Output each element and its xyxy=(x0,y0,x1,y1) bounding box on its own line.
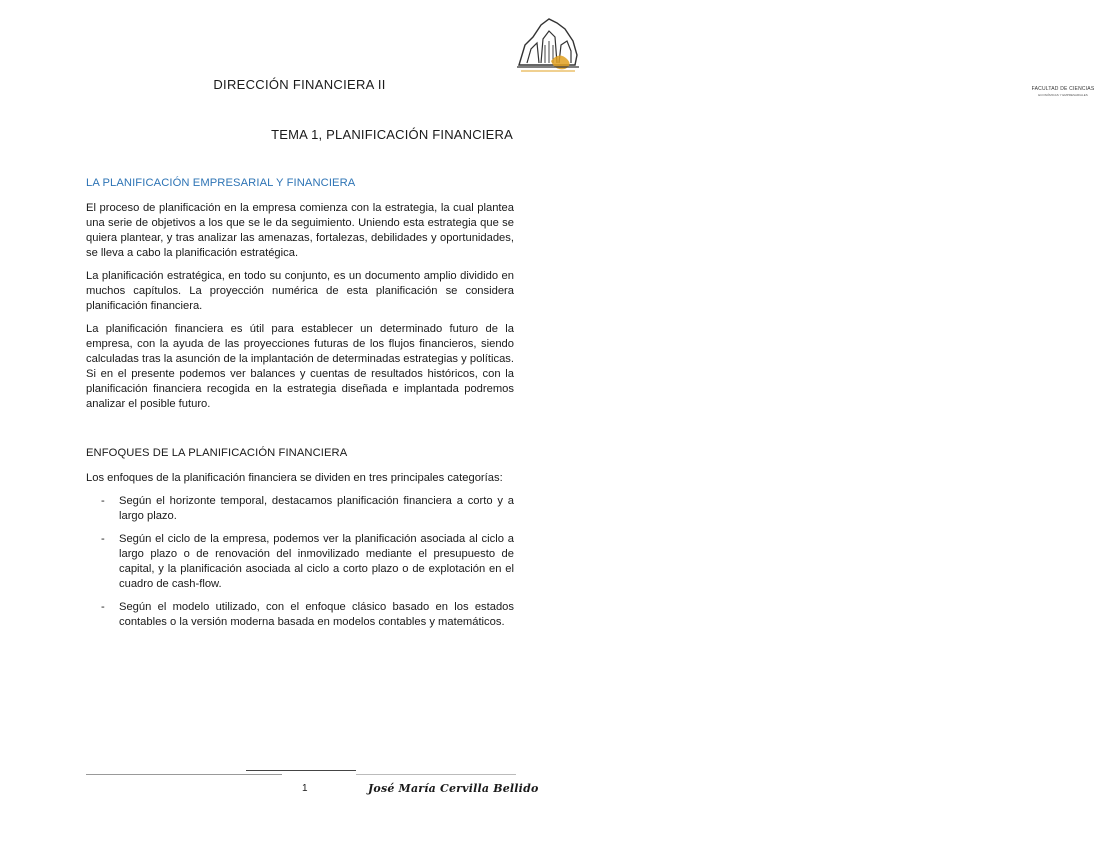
list-item-text: Según el ciclo de la empresa, podemos ver la planificación asociada al ciclo a largo plazo o de renovación del inmovilizado mediante el presupuesto de capital, y la planificación asociada al ciclo a corto plazo o de explotación en el cuadro de cash-flow. xyxy=(119,533,514,590)
list-item xyxy=(86,532,514,592)
tema-title: TEMA 1, PLANIFICACIÓN FINANCIERA xyxy=(271,127,513,142)
building-emblem-icon xyxy=(515,15,581,75)
faculty-logo xyxy=(515,15,1095,97)
bullet-dash: - xyxy=(101,601,105,613)
logo-subtext: ECONÓMICAS Y EMPRESARIALES xyxy=(1038,93,1088,97)
bullet-dash: - xyxy=(101,495,105,507)
list-item-text: Según el horizonte temporal, destacamos planificación financiera a corto y a largo plazo. xyxy=(119,495,514,522)
enfoques-list xyxy=(86,494,514,630)
paragraph-2: La planificación estratégica, en todo su conjunto, es un documento amplio dividido en muchos capítulos. La proyección numérica de esta planificación se considera planificación financiera. xyxy=(86,270,514,312)
logo-text: FACULTAD DE CIENCIAS xyxy=(1031,86,1095,92)
section-heading-planificacion: LA PLANIFICACIÓN EMPRESARIAL Y FINANCIERA xyxy=(86,177,356,189)
footer-divider-center xyxy=(246,770,356,771)
list-item-text: Según el modelo utilizado, con el enfoque clásico basado en los estados contables o la versión moderna basada en modelos contables y matemáticos. xyxy=(119,601,514,628)
paragraph-1: El proceso de planificación en la empresa comienza con la estrategia, la cual plantea una serie de objetivos a los que se le da seguimiento. Uniendo esta estrategia que se quiera plantear, y tras analizar las amenazas, fortalezas, debilidades y oportunidades, se lleva a cabo la planificación estratégica. xyxy=(86,202,514,259)
author-signature: José María Cervilla Bellido xyxy=(368,782,539,795)
paragraph-3: La planificación financiera es útil para establecer un determinado futuro de la empresa, con la ayuda de las proyecciones futuras de los flujos financieros, siendo calculadas tras la asunción de la implantación de determinadas estrategias y políticas. Si en el presente podemos ver balances y cuentas de resultados históricos, con la planificación financiera recogida en la estrategia diseñada e implantada podremos analizar el posible futuro. xyxy=(86,323,514,410)
list-item xyxy=(86,600,514,630)
course-title: DIRECCIÓN FINANCIERA II xyxy=(213,77,386,92)
footer-divider-left xyxy=(86,774,282,775)
paragraph-4: Los enfoques de la planificación financiera se dividen en tres principales categorías: xyxy=(86,472,503,484)
document-body xyxy=(86,176,514,638)
bullet-dash: - xyxy=(101,533,105,545)
list-item xyxy=(86,494,514,524)
section-heading-enfoques: ENFOQUES DE LA PLANIFICACIÓN FINANCIERA xyxy=(86,447,348,459)
page-number: 1 xyxy=(302,783,308,794)
footer-divider-right xyxy=(356,774,516,775)
